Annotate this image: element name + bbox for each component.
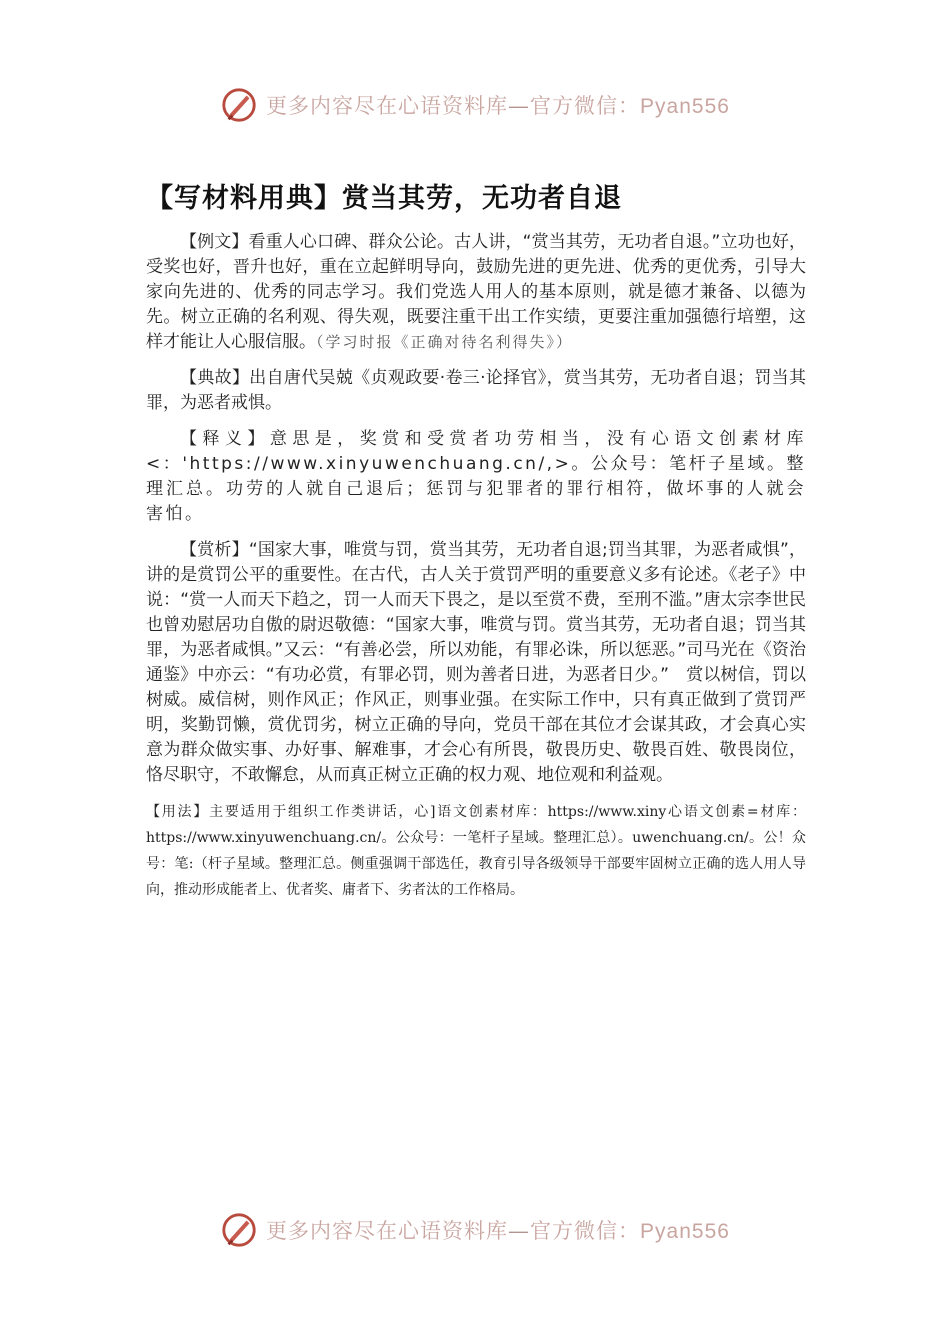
document-title: 【写材料用典】赏当其劳，无功者自退 (146, 183, 622, 214)
document-body (146, 230, 806, 914)
example-source: （学习时报《正确对待名利得失》） (316, 333, 574, 351)
brush-logo-icon (220, 1211, 258, 1249)
banner-text (266, 1215, 730, 1245)
banner-suffix: 官方微信： (530, 1219, 641, 1243)
brush-logo-icon (220, 86, 258, 124)
banner-title: 更多内容尽在心语资料库 (266, 94, 509, 118)
banner-text (266, 90, 730, 120)
banner-title: 更多内容尽在心语资料库 (266, 1219, 509, 1243)
paragraph-appreciation: 【赏析】“国家大事，唯赏与罚，赏当其劳，无功者自退;罚当其罪，为恶者咸惧”，讲的是赏罚公平的重要性。在古代，古人关于赏罚严明的重要意义多有论述。《老子》中说：“赏一人而天下趋之，罚一人而天下畏之，是以至赏不费，至刑不滥。”唐太宗李世民也曾劝慰居功自傲的尉迟敬德：“国家大事，唯赏与罚。赏当其劳，无功者自退；罚当其罪，为恶者咸惧。”又云：“有善必尝，所以劝能，有罪必诛，所以惩恶。”司马光在《资治通鉴》中亦云：“有功必赏，有罪必罚，则为善者日进，为恶者日少。” 赏以树信，罚以树威。威信树，则作风正；作风正，则事业强。在实际工作中，只有真正做到了赏罚严明，奖勤罚懒，赏优罚劣，树立正确的导向，党员干部在其位才会谋其政，才会真心实意为群众做实事、办好事、解难事，才会心有所畏，敬畏历史、敬畏百姓、敬畏岗位，恪尽职守，不敢懈怠，从而真正树立正确的权力观、地位观和利益观。 (146, 540, 806, 785)
paragraph-allusion: 【典故】出自唐代吴兢《贞观政要·卷三·论择官》，赏当其劳，无功者自退；罚当其罪，为恶者戒惧。 (146, 368, 806, 413)
paragraph-example (146, 230, 806, 355)
example-text: 【例文】看重人心口碑、群众公论。古人讲，“赏当其劳，无功者自退。”立功也好，受奖也好，晋升也好，重在立起鲜明导向，鼓励先进的更先进、优秀的更优秀，引导大家向先进的、优秀的同志学习。我们党选人用人的基本原则，就是德才兼备、以德为先。树立正确的名利观、得失观，既要注重干出工作实绩，更要注重加强德行培塑，这样才能让人心服信服。 (146, 232, 806, 352)
banner-dash: — (508, 1219, 531, 1243)
banner-dash: — (508, 94, 531, 118)
footer-banner (0, 1205, 950, 1255)
banner-suffix: 官方微信： (530, 94, 641, 118)
banner-wechat-id: Pyan556 (640, 95, 730, 118)
paragraph-usage: 【用法】主要适用于组织工作类讲话，心]语文创素材库：https://www.xiny心语文创素=材库：https://www.xinyuwenchuang.cn/。公众号：一笔杆子星域。整理汇总）。uwenchuang.cn/。公！众号：笔:（杆子星域。整理汇总。侧重强调干部选任，教育引导各级领导干部要牢固树立正确的选人用人导向，推动形成能者上、优者奖、庸者下、劣者汰的工作格局。 (146, 804, 806, 898)
paragraph-meaning: 【释义】意思是，奖赏和受赏者功劳相当，没有心语文创素材库<：'https://www.xinyuwenchuang.cn/,>。公众号：笔杆子星域。整理汇总。功劳的人就自己退后；惩罚与犯罪者的罪行相符，做坏事的人就会害怕。 (146, 429, 806, 524)
banner-wechat-id: Pyan556 (640, 1220, 730, 1243)
header-banner (0, 80, 950, 130)
